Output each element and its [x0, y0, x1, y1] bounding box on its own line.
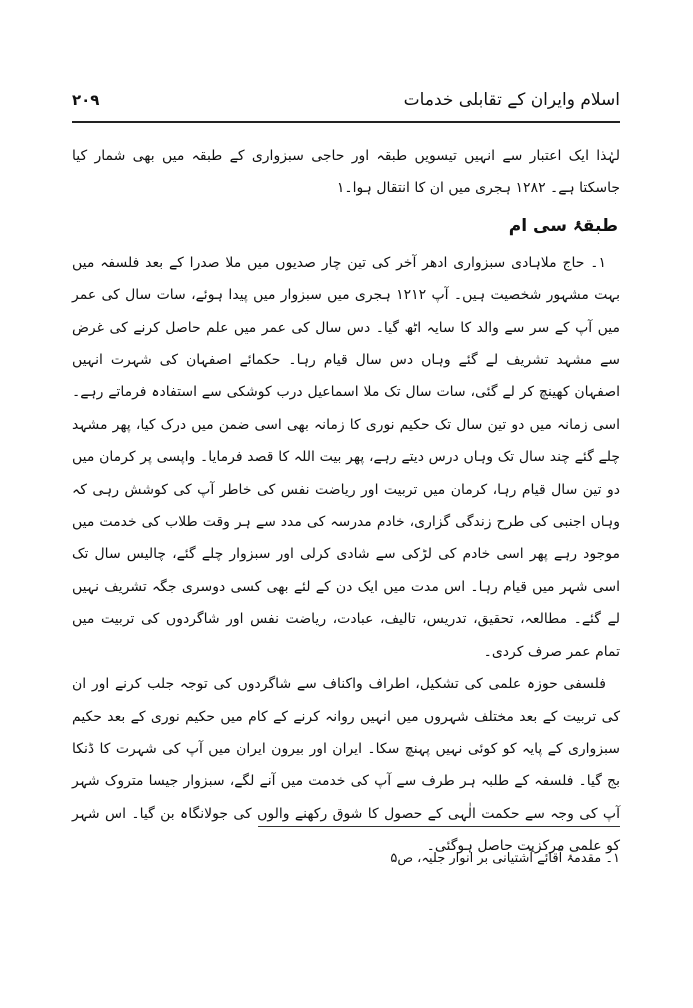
footnote-divider	[258, 826, 620, 827]
paragraph-biography: ۱۔ حاج ملاہادی سبزواری ادھر آخر کی تین چار صدیوں میں ملا صدرا کے بعد فلسفہ میں بہت مشہور شخصیت ہیں۔ آپ ۱۲۱۲ ہجری میں سبزوار میں پیدا ہوئے، سات سال کی عمر میں آپ کے سر سے والد کا سایہ اٹھ گیا۔ دس سال کی عمر میں علم حاصل کرنے کی غرض سے مشہد تشریف لے گئے وہاں دس سال قیام رہا۔ حکمائے اصفہان کی شہرت انہیں اصفہان کھینچ کر لے گئی، سات سال تک ملا اسماعیل درب کوشکی سے استفادہ فرماتے رہے۔ اسی زمانہ میں دو تین سال تک حکیم نوری کا زمانہ بھی اسی ضمن میں درک کیا، پھر مشہد چلے گئے چند سال تک وہاں درس دیتے رہے، پھر بیت اللہ کا قصد فرمایا۔ واپسی پر کرمان میں دو تین سال قیام رہا، کرمان میں تربیت اور ریاضت نفس کی خاطر آپ کی کوشش رہی کہ وہاں اجنبی کی طرح زندگی گزاری، خادم مدرسہ کی مدد سے ہر وقت طلاب کی خدمت میں موجود رہے پھر اسی خادم کی لڑکی سے شادی کرلی اور سبزوار چلے گئے، چالیس سال تک اسی شہر میں قیام رہا۔ اس مدت میں ایک دن کے لئے بھی کسی دوسری جگہ تشریف نہیں لے گئے۔ مطالعہ، تحقیق، تدریس، تالیف، عبادت، ریاضت نفس اور شاگردوں کی تربیت میں تمام عمر صرف کردی۔	[72, 254, 620, 660]
main-text	[72, 140, 620, 863]
running-title: اسلام وایران کے تقابلی خدمات	[403, 90, 620, 110]
paragraph-legacy: فلسفی حوزہ علمی کی تشکیل، اطراف واکناف سے شاگردوں کی توجہ جلب کرنے اور ان کی تربیت کے بعد مختلف شہروں میں انہیں روانہ کرنے کے کام میں حکیم نوری کے بعد حکیم سبزواری کے پایہ کو کوئی نہیں پہنچ سکا۔ ایران اور بیرون ایران میں آپ کی شہرت کا ڈنکا بج گیا۔ فلسفہ کے طلبہ ہر طرف سے آپ کی خدمت میں آنے لگے، سبزوار جیسا متروک شہر آپ کی وجہ سے حکمت الٰہی کے حصول کا شوق رکھنے والوں کی جولانگاہ بن گیا۔ اس شہر کو علمی مرکزیت حاصل ہوگئی۔	[72, 676, 620, 855]
section-heading: طبقۂ سی ام	[508, 215, 618, 236]
header-divider	[72, 121, 620, 123]
intro-paragraph: لہٰذا ایک اعتبار سے انہیں تیسویں طبقہ اور حاجی سبزواری کے طبقہ میں بھی شمار کیا جاسکتا ہے۔ ۱۲۸۲ ہجری میں ان کا انتقال ہوا۔۱	[72, 148, 620, 197]
page-number: ۲۰۹	[72, 91, 100, 109]
page-header	[72, 86, 620, 114]
footnote: ۱۔ مقدمۂ آقائے آشتیانی بر انوار جلیہ، ص۵	[390, 851, 620, 866]
